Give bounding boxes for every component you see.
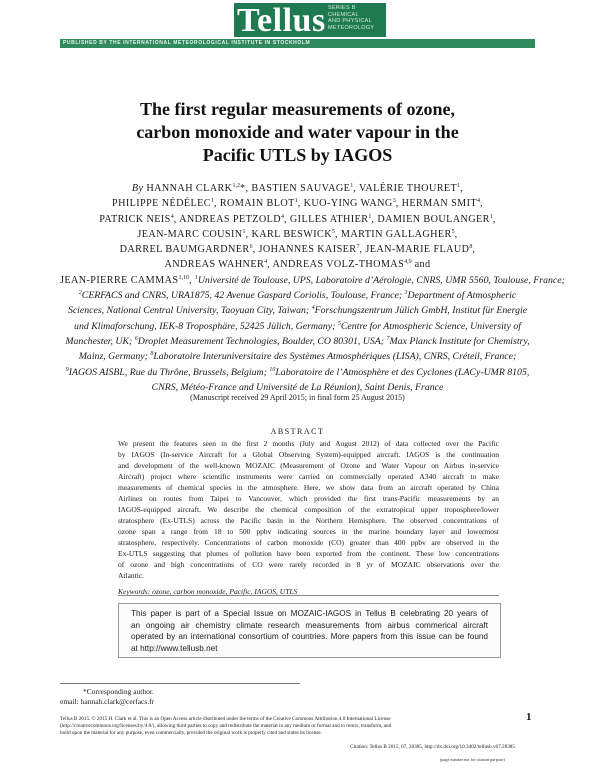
affiliation-sup: 1 [194, 274, 198, 281]
author-sup: 7 [356, 244, 360, 251]
affiliation-text: Centre for Atmospheric Science, University of Manchester, UK; [65, 320, 521, 347]
publisher-text: PUBLISHED BY THE INTERNATIONAL METEOROLOGICAL INSTITUTE IN STOCKHOLM [63, 40, 311, 46]
author-line: By HANNAH CLARK$^{1,2}$*, BASTIEN SAUVAGE$^1$, VALÉRIE THOURET$^1$, [131, 183, 464, 194]
abstract-line: Ex-UTLS suggesting that plumes of pollution have been exported from the continent. These low concentrations [118, 549, 499, 558]
abstract-line: by IAGOS (In-service Aircraft for a Global Observing System)-equipped aircraft. IAGOS is the continuation [118, 450, 499, 459]
series-line: SERIES B [328, 5, 356, 11]
author-name: ANDREAS PETZOLD [179, 213, 281, 225]
page-note: (page number not for citation purpose) [440, 757, 505, 762]
author-sup: 6 [249, 244, 253, 251]
journal-series [328, 5, 388, 31]
author-sup: 1 [350, 183, 354, 189]
author-name: DARREL BAUMGARDNER [119, 244, 250, 256]
author-name: PATRICK NEIS [99, 213, 171, 225]
author-name: JEAN-PIERRE CAMMAS [60, 274, 179, 286]
journal-logo[interactable]: Tellus [237, 2, 326, 39]
keywords: Keywords: ozone, carbon monoxide, Pacific, IAGOS, UTLS [118, 587, 298, 596]
author-name: ANDREAS WAHNER [164, 259, 265, 271]
author-line: PATRICK NEIS$^4$, ANDREAS PETZOLD$^4$, GILLES ATHIER$^1$, DAMIEN BOULANGER$^1$, [99, 213, 496, 225]
author-name: BASTIEN SAUVAGE [251, 183, 351, 194]
special-issue-box [118, 603, 501, 658]
author-sup: 4 [281, 213, 284, 220]
journal-banner [60, 3, 535, 48]
author-sup: 1 [242, 228, 246, 235]
affiliation-text: Laboratoire Interuniversitaire des Systèmes Atmosphériques (LISA), CNRS, Créteil, France; [153, 351, 517, 363]
author-name: DAMIEN BOULANGER [377, 213, 490, 225]
abstract-line: ozone span a range from 18 to 500 ppbv indicating sources in the marine boundary layer and lowermost [118, 527, 499, 536]
author-sup: 4 [477, 198, 481, 205]
corresponding-label: *Corresponding author. [83, 687, 154, 696]
author-name: HERMAN SMIT [401, 198, 478, 210]
author-line: DARREL BAUMGARDNER$^6$, JOHANNES KAISER$^7$, JEAN-MARIE FLAUD$^8$, [119, 244, 476, 256]
affiliation-sup: 4 [311, 305, 315, 312]
author-sup: 5 [331, 228, 335, 235]
affiliation-sup: 3 [404, 290, 408, 297]
abstract-line: IAGOS-equipped aircraft. We describe the chemical composition of the extratropical upper troposphere/lower [118, 505, 499, 514]
author-line: ANDREAS WAHNER$^4$, ANDREAS VOLZ-THOMAS$^{4,9}$ and [164, 259, 431, 271]
affiliation-text: Droplet Measurement Technologies, Boulder, CO 80301, USA; [137, 335, 385, 347]
abstract-line: Airlines on routes from Taipei to Vancouver, which provided the first trans-Pacific measurements by an [118, 494, 499, 503]
title-line: The first regular measurements of ozone, [140, 99, 455, 119]
title-line: Pacific UTLS by IAGOS [202, 145, 393, 165]
author-line: JEAN-PIERRE CAMMAS$^{1,10}$, $^1$Université de Toulouse, UPS, Laboratoire d’Aérologie, CNRS, UMR 5560, Toulouse, France; [60, 274, 565, 286]
affiliation-text: CERFACS and CNRS, URA1875, 42 Avenue Gaspard Coriolis, Toulouse, France; [81, 290, 403, 302]
author-sup: 4 [170, 213, 174, 220]
author-sup: 1,2 [232, 183, 240, 189]
special-issue-line: operated by an international consortium of countries. More papers from this issue can be found [131, 632, 488, 641]
author-name: VALÉRIE THOURET [358, 183, 458, 194]
corresponding-email[interactable]: email: hannah.clark@cerfacs.fr [60, 696, 155, 706]
author-name: GILLES ATHIER [289, 213, 369, 225]
abstract-line: We present the features seen in the first 2 months (July and August 2012) of data collected over the Pacific [118, 439, 499, 448]
by-label: By [131, 183, 144, 194]
title-line: carbon monoxide and water vapour in the [136, 122, 459, 142]
affiliation-sup: 2 [78, 290, 82, 297]
special-issue-line: an ongoing air chemistry climate research measurements from airbus commerical aircraft [131, 620, 488, 630]
affiliation-block [60, 288, 535, 395]
page-number: 1 [526, 711, 532, 723]
author-sup: 1 [210, 198, 214, 205]
author-sup: 1 [489, 213, 493, 220]
author-block [60, 181, 565, 395]
series-line: METEOROLOGY [328, 24, 375, 31]
abstract-line: Atlantic. [118, 571, 145, 580]
author-name: HANNAH CLARK [146, 183, 233, 194]
abstract-line: Aircraft) project where scientific instruments were carried on commercially operated A340 aircraft to make [118, 472, 499, 481]
citation-line[interactable]: Citation: Tellus B 2015, 67, 28385, http://dx.doi.org/10.3402/tellusb.v67.28385 [350, 744, 515, 750]
author-name: ROMAIN BLOT [219, 198, 295, 210]
abstract-divider [118, 595, 499, 596]
series-line: AND PHYSICAL [328, 18, 372, 24]
affiliation-text: Max Planck Institute for Chemistry, Mainz, Germany; [78, 335, 530, 363]
abstract-line: stratosphere (Ex-UTLS) across the Pacific basin in the Northern Hemisphere. The observed concentrations of [118, 516, 499, 525]
author-name: ANDREAS VOLZ-THOMAS [272, 259, 405, 271]
affiliation-sup: 10 [269, 366, 276, 373]
author-line: PHILIPPE NÉDÉLEC$^1$, ROMAIN BLOT$^1$, KUO-YING WANG$^3$, HERMAN SMIT$^4$, [112, 198, 483, 210]
author-name: JEAN-MARC COUSIN [137, 228, 243, 240]
author-sup: 4,9 [404, 259, 412, 266]
footnote-divider [60, 683, 300, 684]
author-sup: 1,10 [178, 274, 189, 281]
author-name: MARTIN GALLAGHER [340, 228, 452, 240]
special-issue-line: This paper is part of a Special Issue on MOZAIC-IAGOS in Tellus B celebrating 20 years of [131, 609, 488, 618]
author-sup: 1 [294, 198, 298, 205]
affiliation-text: Université de Toulouse, UPS, Laboratoire d’Aérologie, CNRS, UMR 5560, Toulouse, France; [197, 274, 565, 286]
abstract-line: and development of the well-known MOZAIC (Measurement of Ozone and Water Vapour on Airbus in-service [118, 461, 499, 470]
license-footer [60, 716, 515, 738]
author-name: PHILIPPE NÉDÉLEC [112, 198, 211, 210]
affiliation-sup: 7 [386, 335, 390, 342]
affiliation-sup: 6 [134, 335, 138, 342]
affiliation-text: Forschungszentrum Jülich GmbH, Institut für Energie und Klimaforschung, IEK-8 Troposphäre, 52425 Jülich, Germany; [74, 305, 528, 332]
special-issue-text [131, 608, 488, 654]
affiliation-sup: 5 [337, 320, 341, 327]
author-sup: 4 [264, 259, 268, 266]
affiliation-text: IAGOS AISBL, Rue du Thrône, Brussels, Belgium; [68, 366, 267, 378]
manuscript-dates: (Manuscript received 29 April 2015; in final form 25 August 2015) [190, 393, 405, 402]
series-line: CHEMICAL [328, 11, 359, 18]
abstract-body [118, 438, 499, 581]
author-name: JEAN-MARIE FLAUD [365, 244, 470, 256]
author-sup: 1 [457, 183, 461, 189]
license-line: build upon the material for any purpose, even commercially, provided the original work is properly cited and states its license. [60, 730, 322, 737]
author-sup: 1 [368, 213, 372, 220]
abstract-line: of ozone and high concentrations of CO were rarely recorded in 8 yr of MOZAIC observations over the [118, 560, 499, 569]
author-line: JEAN-MARC COUSIN$^1$, KARL BESWICK$^5$, MARTIN GALLAGHER$^5$, [137, 228, 458, 240]
abstract-line: stratosphere, respectively. Concentrations of carbon monoxide (CO) greater than 400 ppbv are observed in the [118, 538, 499, 547]
author-name: KARL BESWICK [251, 228, 332, 240]
abstract-line: measurements of chemical species in the atmosphere. Here, we show data from an aircraft operated by China [118, 483, 499, 492]
abstract-heading: ABSTRACT [270, 427, 325, 436]
author-name: KUO-YING WANG [303, 198, 393, 210]
author-sup: 5 [451, 228, 455, 235]
corresponding-author [60, 687, 154, 706]
corresponding-mark: * [239, 183, 246, 194]
affiliation-text: Laboratoire de l’Atmosphère et des Cyclones (LACy-UMR 8105, CNRS, Météo-France and Université de La Réunion), Saint Denis, France [151, 366, 530, 393]
affiliation-sup: 9 [65, 366, 69, 373]
paper-title [60, 98, 535, 167]
author-sup: 8 [469, 244, 473, 251]
affiliation-sup: 8 [150, 351, 154, 358]
affiliation-text: Department of Atmospheric Sciences, National Central University, Taoyuan City, Taiwan; [67, 290, 517, 317]
license-line: Tellus B 2015. © 2015 H. Clark et al. This is an Open Access article distributed under the terms of the Creative Commons Attribution 4.0 International License [60, 716, 391, 722]
author-sup: 3 [392, 198, 396, 205]
license-line: (http://creativecommons.org/licenses/by/4.0/), allowing third parties to copy and redistribute the material in any medium or format and to remix, transform, and [60, 723, 392, 730]
and-label: and [414, 259, 431, 271]
author-name: JOHANNES KAISER [258, 244, 357, 256]
special-issue-link[interactable]: at http://www.tellusb.net [131, 643, 218, 653]
